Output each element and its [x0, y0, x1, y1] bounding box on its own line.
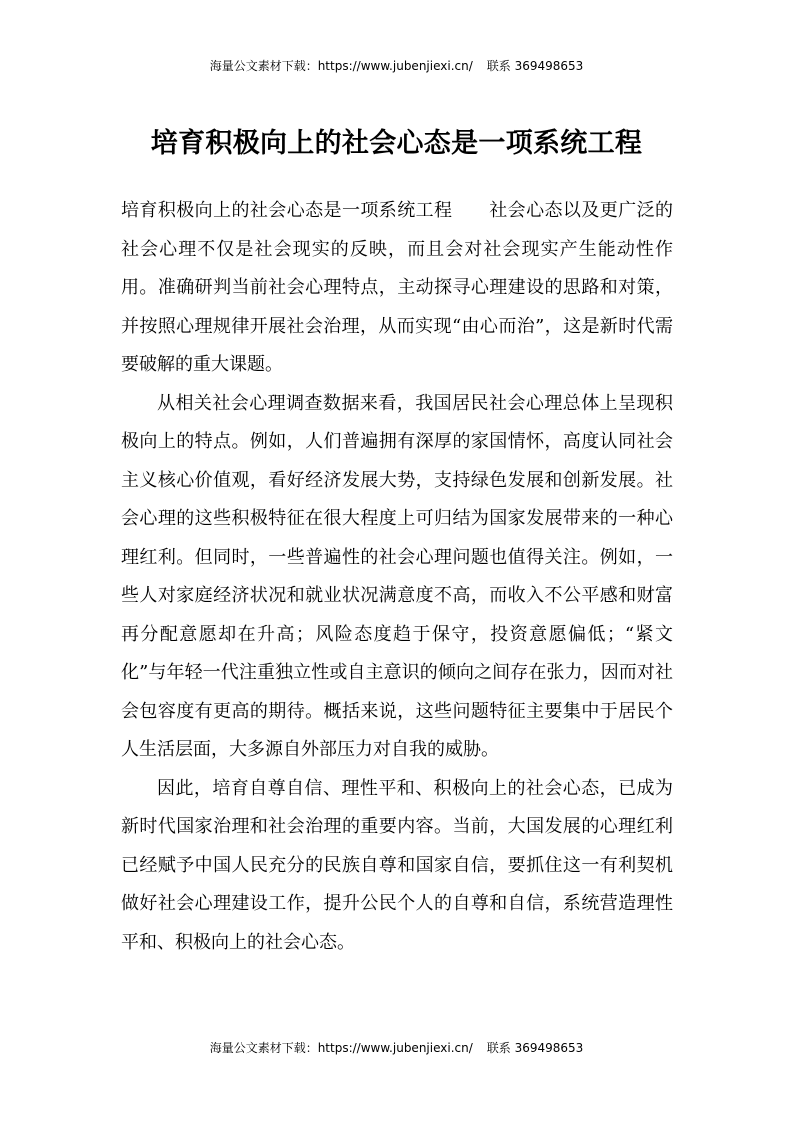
page-footer: [0, 1039, 793, 1057]
page-header: [0, 57, 793, 75]
header-contact-text: 联系 369498653: [486, 59, 584, 73]
paragraph-survey: 从相关社会心理调查数据来看，我国居民社会心理总体上呈现积极向上的特点。例如，人们普遍拥有深厚的家国情怀，高度认同社会主义核心价值观，看好经济发展大势，支持绿色发展和创新发展。社会心理的这些积极特征在很大程度上可归结为国家发展带来的一种心理红利。但同时，一些普遍性的社会心理问题也值得关注。例如，一些人对家庭经济状况和就业状况满意度不高，而收入不公平感和财富再分配意愿却在升高；风险态度趋于保守，投资意愿偏低；“紧文化”与年轻一代注重独立性或自主意识的倾向之间存在张力，因而对社会包容度有更高的期待。概括来说，这些问题特征主要集中于居民个人生活层面，大多源自外部压力对自我的威胁。: [121, 392, 673, 760]
paragraph-intro: 培育积极向上的社会心态是一项系统工程 社会心态以及更广泛的社会心理不仅是社会现实的反映，而且会对社会现实产生能动性作用。准确研判当前社会心理特点，主动探寻心理建设的思路和对策，并按照心理规律开展社会治理，从而实现“由心而治”，这是新时代需要破解的重大课题。: [121, 200, 673, 375]
footer-source-text: 海量公文素材下载：https://www.jubenjiexi.cn/: [209, 1041, 473, 1055]
document-body: [121, 192, 673, 962]
header-source-text: 海量公文素材下载：https://www.jubenjiexi.cn/: [209, 59, 473, 73]
document-title: 培育积极向上的社会心态是一项系统工程: [150, 128, 643, 159]
paragraph-conclusion: 因此，培育自尊自信、理性平和、积极向上的社会心态，已成为新时代国家治理和社会治理的重要内容。当前，大国发展的心理红利已经赋予中国人民充分的民族自尊和国家自信，要抓住这一有利契机做好社会心理建设工作，提升公民个人的自尊和自信，系统营造理性平和、积极向上的社会心态。: [121, 777, 673, 953]
footer-contact-text: 联系 369498653: [486, 1041, 584, 1055]
